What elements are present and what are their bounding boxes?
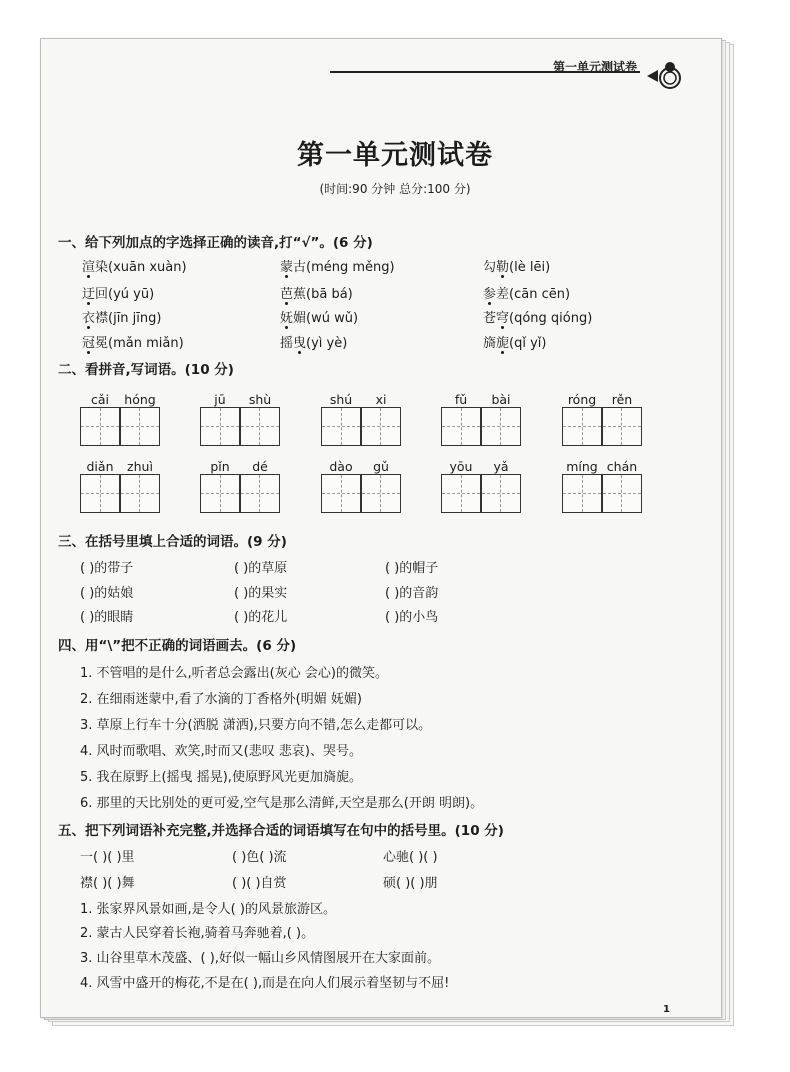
word-char: 摇 (280, 336, 294, 351)
tian-zi-ge-box[interactable] (321, 474, 401, 513)
exam-time-score: (时间:90 分钟 总分:100 分) (319, 182, 471, 196)
sentence-item[interactable]: 2. 蒙古人民穿着长袍,骑着马奔驰着,( )。 (80, 926, 315, 941)
fill-phrase-blank[interactable]: ( )的音韵 (385, 586, 439, 601)
tian-zi-ge-box[interactable] (321, 407, 401, 446)
pinyin-syllable: zhuì (127, 459, 153, 474)
pronunciation-item (82, 283, 154, 302)
fill-phrase-blank[interactable]: ( )的果实 (234, 586, 288, 601)
grid-line (201, 493, 279, 494)
grid-line (582, 475, 583, 512)
grid-line (201, 426, 279, 427)
tian-zi-ge-box[interactable] (562, 474, 642, 513)
grid-line (341, 475, 342, 512)
pinyin-options: (qǐ yǐ) (509, 336, 547, 351)
section-4-heading: 四、用“\”把不正确的词语画去。(6 分) (58, 638, 297, 654)
tian-zi-ge-box[interactable] (562, 407, 642, 446)
word-char: 勾 (483, 260, 497, 275)
grid-line (139, 408, 140, 445)
fill-phrase-blank[interactable]: ( )的带子 (80, 561, 134, 576)
pinyin-syllable: yǎ (493, 459, 509, 474)
sentence-item[interactable]: 1. 张家界风景如画,是令人( )的风景旅游区。 (80, 902, 336, 917)
mascot-logo-icon (644, 52, 684, 92)
grid-line (442, 493, 520, 494)
fill-phrase-blank[interactable]: ( )的眼睛 (80, 610, 134, 625)
pinyin-options: (yì yè) (306, 336, 348, 351)
pronunciation-item (280, 307, 358, 326)
pinyin-syllable: diǎn (86, 459, 114, 474)
pinyin-syllable: chán (606, 459, 638, 474)
fill-phrase-blank[interactable]: ( )的花儿 (234, 610, 288, 625)
pronunciation-item (280, 283, 353, 302)
grid-line (380, 408, 381, 445)
section-1-heading: 一、给下列加点的字选择正确的读音,打“√”。(6 分) (58, 235, 373, 251)
section-2-heading: 二、看拼音,写词语。(10 分) (58, 362, 234, 378)
pinyin-options: 回(yú yū) (95, 287, 155, 302)
grid-line (259, 475, 260, 512)
idiom-blank[interactable]: 硕( )( )朋 (383, 876, 438, 891)
tian-zi-ge-box[interactable] (441, 407, 521, 446)
dotted-char: 迂 (82, 283, 95, 302)
dotted-char: 冠 (82, 332, 95, 351)
pinyin-label (80, 459, 160, 475)
header-tag: 第一单元测试卷 (553, 60, 638, 74)
tian-zi-ge-box[interactable] (441, 474, 521, 513)
strike-item[interactable]: 2. 在细雨迷蒙中,看了水滴的丁香格外(明媚 妩媚) (80, 692, 362, 707)
fill-phrase-blank[interactable]: ( )的草原 (234, 561, 288, 576)
grid-line (81, 493, 159, 494)
grid-line (259, 408, 260, 445)
dotted-char: 曳 (293, 332, 306, 351)
pronunciation-item (483, 283, 570, 302)
idiom-blank[interactable]: ( )( )自赏 (232, 876, 287, 891)
pinyin-label (441, 392, 521, 408)
fill-phrase-blank[interactable]: ( )的帽子 (385, 561, 439, 576)
tian-zi-ge-box[interactable] (80, 474, 160, 513)
grid-line (220, 408, 221, 445)
grid-line (139, 475, 140, 512)
grid-line (220, 475, 221, 512)
pronunciation-item (483, 256, 550, 275)
grid-line (563, 493, 641, 494)
pinyin-syllable: míng (566, 459, 598, 474)
dotted-char: 参 (483, 283, 496, 302)
grid-line (380, 475, 381, 512)
pinyin-syllable: shù (248, 392, 272, 407)
grid-line (500, 475, 501, 512)
grid-line (100, 475, 101, 512)
grid-line (322, 493, 400, 494)
pinyin-label (441, 459, 521, 475)
sentence-item[interactable]: 4. 风雪中盛开的梅花,不是在( ),而是在向人们展示着坚韧与不屈! (80, 976, 450, 991)
strike-item[interactable]: 6. 那里的天比别处的更可爱,空气是那么清鲜,天空是那么(开朗 明朗)。 (80, 796, 484, 811)
pinyin-label (562, 459, 642, 475)
pinyin-options: 媚(wú wǔ) (293, 311, 359, 326)
page-number: 1 (663, 1004, 670, 1015)
grid-line (582, 408, 583, 445)
pinyin-options: 染(xuān xuàn) (95, 260, 187, 275)
pinyin-options: (lè lēi) (509, 260, 551, 275)
grid-line (322, 426, 400, 427)
pinyin-label (200, 459, 280, 475)
strike-item[interactable]: 5. 我在原野上(摇曳 摇晃),使原野风光更加旖旎。 (80, 770, 362, 785)
pinyin-syllable: rěn (611, 392, 633, 407)
pinyin-syllable: róng (567, 392, 597, 407)
pinyin-label (321, 459, 401, 475)
grid-line (461, 408, 462, 445)
sentence-item[interactable]: 3. 山谷里草木茂盛、( ),好似一幅山乡风情图展开在大家面前。 (80, 951, 440, 966)
pronunciation-item (483, 307, 592, 326)
pinyin-label (200, 392, 280, 408)
grid-line (621, 408, 622, 445)
idiom-blank[interactable]: 襟( )( )舞 (80, 876, 135, 891)
pinyin-label (321, 392, 401, 408)
pinyin-syllable: gǔ (373, 459, 389, 474)
grid-line (621, 475, 622, 512)
grid-line (500, 408, 501, 445)
dotted-char: 旎 (496, 332, 509, 351)
pronunciation-item (280, 256, 395, 275)
pinyin-syllable: xi (375, 392, 387, 407)
pinyin-options: 差(cān cēn) (496, 287, 571, 302)
section-5-heading: 五、把下列词语补充完整,并选择合适的词语填写在句中的括号里。(10 分) (58, 823, 504, 839)
pinyin-options: (qóng qióng) (509, 311, 593, 326)
dotted-char: 芭 (280, 283, 293, 302)
pronunciation-item (82, 256, 187, 275)
tian-zi-ge-box[interactable] (200, 407, 280, 446)
section-3-heading: 三、在括号里填上合适的词语。(9 分) (58, 534, 287, 550)
pinyin-options: 襟(jīn jīng) (95, 311, 162, 326)
dotted-char: 勒 (496, 256, 509, 275)
grid-line (563, 426, 641, 427)
grid-line (341, 408, 342, 445)
idiom-blank[interactable]: 心驰( )( ) (383, 850, 438, 865)
dotted-char: 妩 (280, 307, 293, 326)
strike-item[interactable]: 3. 草原上行车十分(洒脱 潇洒),只要方向不错,怎么走都可以。 (80, 718, 432, 733)
pinyin-syllable: fǔ (454, 392, 468, 407)
dotted-char: 蒙 (280, 256, 293, 275)
pinyin-label (562, 392, 642, 408)
grid-line (461, 475, 462, 512)
pinyin-label (80, 392, 160, 408)
fill-phrase-blank[interactable]: ( )的姑娘 (80, 586, 134, 601)
pinyin-syllable: yōu (449, 459, 473, 474)
grid-line (100, 408, 101, 445)
pinyin-syllable: dào (329, 459, 353, 474)
pinyin-syllable: shú (329, 392, 353, 407)
pinyin-syllable: bài (491, 392, 511, 407)
pinyin-options: 蕉(bā bá) (293, 287, 353, 302)
grid-line (81, 426, 159, 427)
pinyin-syllable: cǎi (90, 392, 109, 407)
word-char: 旖 (483, 336, 497, 351)
pinyin-syllable: jū (214, 392, 226, 407)
dotted-char: 渲 (82, 256, 95, 275)
idiom-blank[interactable]: 一( )( )里 (80, 850, 135, 865)
idiom-blank[interactable]: ( )色( )流 (232, 850, 287, 865)
grid-line (442, 426, 520, 427)
dotted-char: 衣 (82, 307, 95, 326)
pronunciation-item (82, 332, 184, 351)
strike-item[interactable]: 1. 不管唱的是什么,听者总会露出(灰心 会心)的微笑。 (80, 666, 388, 681)
pinyin-options: 冕(mǎn miǎn) (95, 336, 184, 351)
pinyin-syllable: dé (252, 459, 268, 474)
tian-zi-ge-box[interactable] (80, 407, 160, 446)
strike-item[interactable]: 4. 风时而歌唱、欢笑,时而又(悲叹 悲哀)、哭号。 (80, 744, 362, 759)
pronunciation-item (82, 307, 161, 326)
pronunciation-item (483, 332, 546, 351)
pinyin-syllable: hóng (124, 392, 156, 407)
word-char: 苍 (483, 311, 497, 326)
page-title: 第一单元测试卷 (297, 140, 493, 171)
pinyin-syllable: pǐn (210, 459, 230, 474)
fill-phrase-blank[interactable]: ( )的小鸟 (385, 610, 439, 625)
tian-zi-ge-box[interactable] (200, 474, 280, 513)
dotted-char: 穹 (496, 307, 509, 326)
pronunciation-item (280, 332, 347, 351)
pinyin-options: 古(méng měng) (293, 260, 395, 275)
